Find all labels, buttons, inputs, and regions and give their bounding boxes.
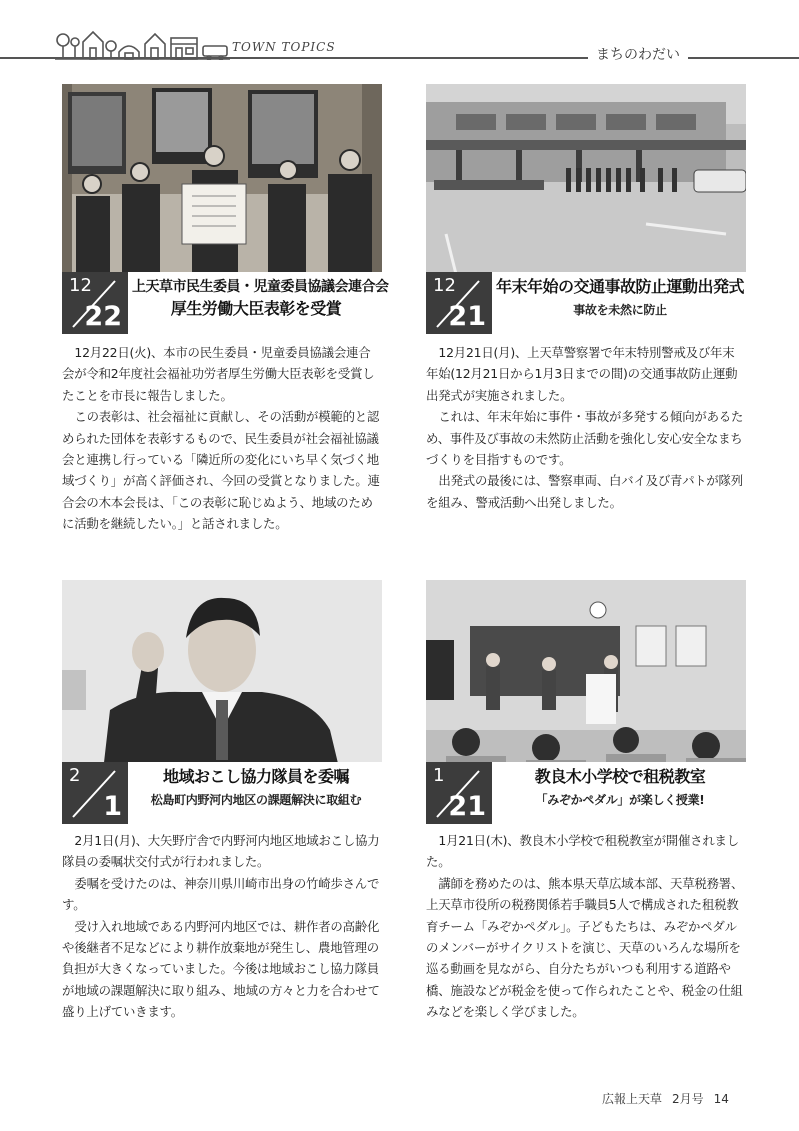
date-badge xyxy=(62,762,128,824)
page-number: 14 xyxy=(713,1092,729,1106)
section-label: TOWN TOPICS xyxy=(232,40,336,54)
article-subtitle: 「みぞかペダル」が楽しく授業! xyxy=(535,793,705,807)
town-houses-icon xyxy=(55,28,230,60)
article-paragraph: この表彰は、社会福祉に貢献し、その活動が模範的と認められた団体を表彰するもので、民生委員が社会福祉協議会と連携し行っている「隣近所の変化にいち早く気づく地域づくり」が高く評価され、今回の受賞となりました。連合会の木本会長は、「この表彰に恥じぬよう、地域のために活動を継続したい。」と話されました。 xyxy=(62,409,380,532)
article-paragraph: 12月21日(月)、上天草警察署で年末特別警戒及び年末年始(12月21日から1月3日までの間)の交通事故防止運動出発式が実施されました。 xyxy=(426,345,738,403)
article-title: 地域おこし協力隊員を委嘱 xyxy=(162,767,349,786)
date-badge xyxy=(426,762,492,824)
article-paragraph: 出発式の最後には、警察車両、白バイ及び青パトが隊列を組み、警戒活動へ出発しました。 xyxy=(426,473,743,510)
article-community-volunteer xyxy=(62,580,382,1050)
date-day: 21 xyxy=(448,791,486,822)
article-paragraph: 受け入れ地域である内野河内地区では、耕作者の高齢化や後継者不足などにより耕作放棄地が発生し、農地管理の負担が大きくなっていました。今後は地域おこし協力隊員が地域の課題解決に取り組み、地域の方々と力を合わせて盛り上げていきます。 xyxy=(62,918,380,1020)
date-month: 1 xyxy=(433,765,445,786)
date-month: 12 xyxy=(69,275,92,296)
date-day: 22 xyxy=(84,301,122,332)
article-headline xyxy=(62,272,389,334)
article-tax-class xyxy=(426,580,746,1070)
article-paragraph: これは、年末年始に事件・事故が多発する傾向があるため、事件及び事故の未然防止活動を強化し安心安全なまちづくりを目指すものです。 xyxy=(426,409,744,468)
issue-label: 2月号 xyxy=(672,1092,704,1106)
article-body xyxy=(426,830,746,1023)
article-subtitle: 事故を未然に防止 xyxy=(573,303,667,317)
article-photo xyxy=(62,84,382,284)
article-photo xyxy=(426,84,746,284)
date-badge xyxy=(62,272,128,334)
article-title: 教良木小学校で租税教室 xyxy=(534,767,706,786)
article-subtitle: 松島町内野河内地区の課題解決に取組む xyxy=(150,793,362,807)
article-paragraph: 2月1日(月)、大矢野庁舎で内野河内地区地域おこし協力隊員の委嘱状交付式が行われました。 xyxy=(62,833,380,870)
section-label-jp: まちのわだい xyxy=(588,44,688,64)
page-footer xyxy=(602,1090,739,1107)
article-headline xyxy=(62,762,382,824)
article-paragraph: 12月22日(火)、本市の民生委員・児童委員協議会連合会が令和2年度社会福祉功労者厚生労働大臣表彰を受賞したことを市長に報告しました。 xyxy=(62,345,375,403)
article-traffic-safety xyxy=(426,84,746,564)
article-title: 年末年始の交通事故防止運動出発式 xyxy=(496,277,745,296)
article-title-line2: 厚生労働大臣表彰を受賞 xyxy=(170,299,342,318)
article-photo xyxy=(62,580,382,780)
classroom-photo xyxy=(426,580,746,780)
date-month: 12 xyxy=(433,275,456,296)
date-month: 2 xyxy=(69,765,81,786)
date-day: 1 xyxy=(103,791,122,822)
date-badge xyxy=(426,272,492,334)
award-ceremony-photo xyxy=(62,84,382,284)
date-day: 21 xyxy=(448,301,486,332)
article-body xyxy=(62,830,382,1023)
page-header xyxy=(0,0,799,80)
article-headline xyxy=(426,762,746,824)
police-station-photo xyxy=(426,84,746,284)
article-body xyxy=(426,342,746,513)
article-headline xyxy=(426,272,746,334)
article-paragraph: 講師を務めたのは、熊本県天草広域本部、天草税務署、上天草市役所の税務関係若手職員5人で構成された租税教育チーム「みぞかペダル」。子どもたちは、みぞかペダルのメンバーがサイクリストを演じ、天草のいろんな場所を巡る動画を見ながら、自分たちがいつも利用する道路や橋、施設などが税金を使って作られたことや、税金の仕組みなどを楽しく学びました。 xyxy=(426,875,744,1020)
article-paragraph: 1月21日(木)、教良木小学校で租税教室が開催されました。 xyxy=(426,833,739,870)
article-body xyxy=(62,342,382,535)
article-photo xyxy=(426,580,746,780)
article-paragraph: 委嘱を受けたのは、神奈川県川崎市出身の竹崎歩さんです。 xyxy=(62,875,380,913)
volunteer-portrait-photo xyxy=(62,580,382,780)
publication-name: 広報上天草 xyxy=(602,1092,663,1106)
article-award xyxy=(62,84,389,564)
article-title: 上天草市民生委員・児童委員協議会連合会 xyxy=(132,279,389,295)
